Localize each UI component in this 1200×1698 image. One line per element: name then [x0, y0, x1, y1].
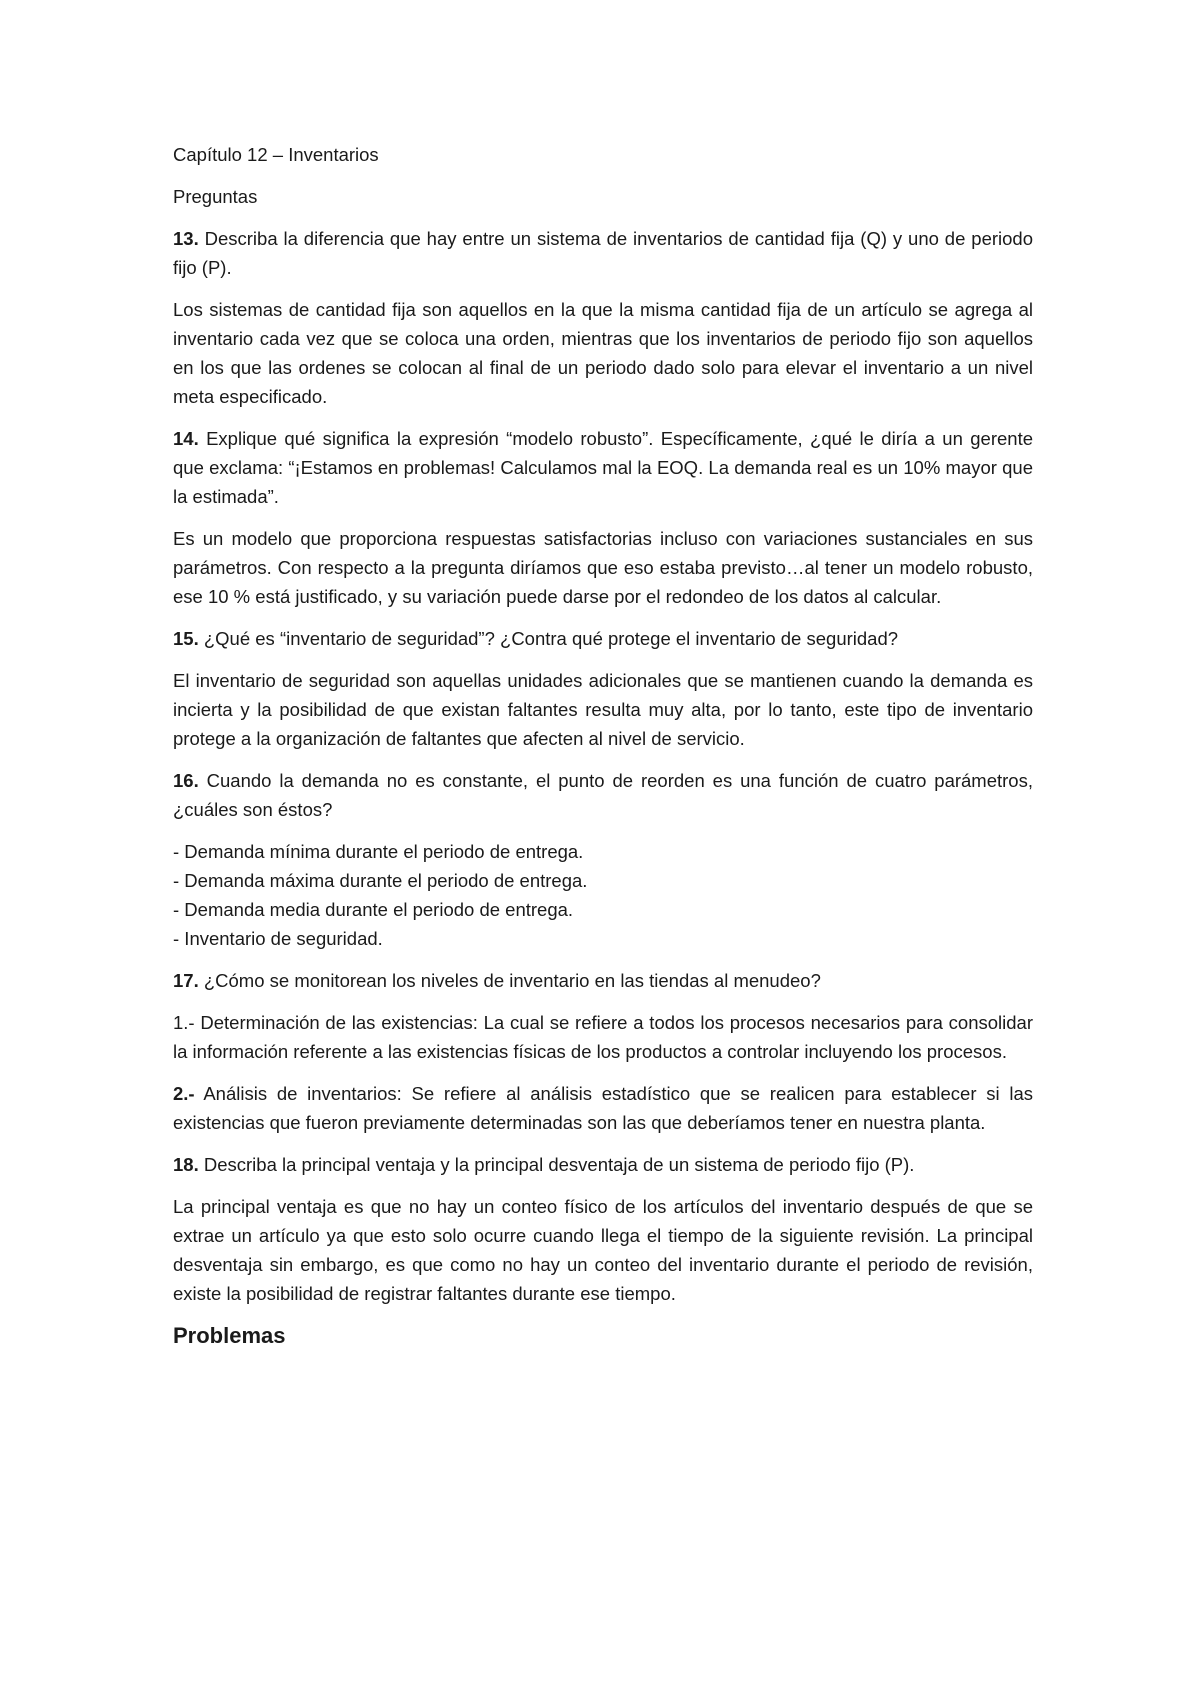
list-item: - Demanda mínima durante el periodo de entrega. — [173, 841, 584, 862]
chapter-title: Capítulo 12 – Inventarios — [173, 144, 379, 165]
answer-17-part-2-text: Análisis de inventarios: Se refiere al análisis estadístico que se realicen para establecer si las existencias que fueron previamente determinadas son las que deberíamos tener en nuestra planta. — [173, 1083, 1033, 1133]
answer-15: El inventario de seguridad son aquellas unidades adicionales que se mantienen cuando la demanda es incierta y la posibilidad de que existan faltantes resulta muy alta, por lo tanto, este tipo de inventario protege a la organización de faltantes que afecten al nivel de servicio. — [173, 670, 1033, 749]
question-18 — [173, 1150, 1033, 1179]
question-14 — [173, 424, 1033, 511]
document-page — [173, 140, 1033, 1363]
question-13 — [173, 224, 1033, 282]
question-16 — [173, 766, 1033, 824]
question-18-text: Describa la principal ventaja y la principal desventaja de un sistema de periodo fijo (P). — [198, 1154, 915, 1175]
question-13-number: 13. — [173, 228, 199, 249]
question-14-text: Explique qué significa la expresión “modelo robusto”. Específicamente, ¿qué le diría a un gerente que exclama: “¡Estamos en problemas! Calculamos mal la EOQ. La demanda real es un 10% mayor que la estimada”. — [173, 428, 1033, 507]
question-16-number: 16. — [173, 770, 199, 791]
question-15-text: ¿Qué es “inventario de seguridad”? ¿Contra qué protege el inventario de seguridad? — [198, 628, 899, 649]
answer-17-part-1: 1.- Determinación de las existencias: La cual se refiere a todos los procesos necesarios para consolidar la información referente a las existencias físicas de los productos a controlar incluyendo los procesos. — [173, 1012, 1033, 1062]
question-13-text: Describa la diferencia que hay entre un sistema de inventarios de cantidad fija (Q) y uno de periodo fijo (P). — [173, 228, 1033, 278]
answer-17-part-2-number: 2.- — [173, 1083, 195, 1104]
question-17 — [173, 966, 1033, 995]
question-15 — [173, 624, 1033, 653]
question-17-number: 17. — [173, 970, 199, 991]
list-item: - Inventario de seguridad. — [173, 928, 383, 949]
answer-13: Los sistemas de cantidad fija son aquellos en la que la misma cantidad fija de un artículo se agrega al inventario cada vez que se coloca una orden, mientras que los inventarios de periodo fijo son aquellos en los que las ordenes se colocan al final de un periodo dado solo para elevar el inventario a un nivel meta especificado. — [173, 299, 1033, 407]
list-item: - Demanda máxima durante el periodo de entrega. — [173, 870, 588, 891]
list-item: - Demanda media durante el periodo de entrega. — [173, 899, 574, 920]
question-16-text: Cuando la demanda no es constante, el punto de reorden es una función de cuatro parámetros, ¿cuáles son éstos? — [173, 770, 1033, 820]
question-14-number: 14. — [173, 428, 199, 449]
question-17-text: ¿Cómo se monitorean los niveles de inventario en las tiendas al menudeo? — [198, 970, 821, 991]
answer-14: Es un modelo que proporciona respuestas satisfactorias incluso con variaciones sustanciales en sus parámetros. Con respecto a la pregunta diríamos que eso estaba previsto…al tener un modelo robusto, ese 10 % está justificado, y su variación puede darse por el redondeo de los datos al calcular. — [173, 528, 1033, 607]
answer-18: La principal ventaja es que no hay un conteo físico de los artículos del inventario después de que se extrae un artículo ya que esto solo ocurre cuando llega el tiempo de la siguiente revisión. La principal desventaja sin embargo, es que como no hay un conteo del inventario durante el periodo de revisión, existe la posibilidad de registrar faltantes durante ese tiempo. — [173, 1196, 1033, 1304]
problems-heading: Problemas — [173, 1323, 286, 1348]
question-15-number: 15. — [173, 628, 199, 649]
answer-17-part-2 — [173, 1079, 1033, 1137]
answer-16-list — [173, 837, 1033, 953]
question-18-number: 18. — [173, 1154, 199, 1175]
section-label: Preguntas — [173, 186, 258, 207]
